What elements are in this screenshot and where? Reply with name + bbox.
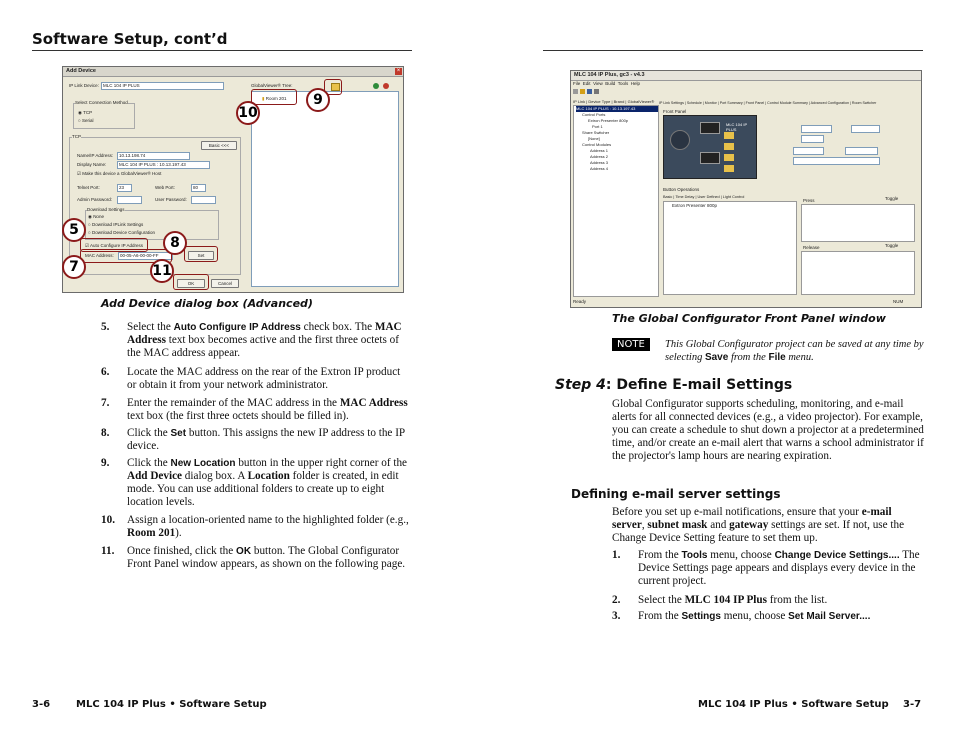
right-footer-title: MLC 104 IP Plus • Software Setup [698,699,889,710]
tree-root[interactable]: MLC 104 IP PLUS : 10.13.197.43 [576,106,658,112]
tree-node-room[interactable]: ▮ Room 201 [262,96,287,101]
front-panel-window [570,70,922,308]
basic-button[interactable]: Basic <<< [201,141,237,150]
right-figure-caption: The Global Configurator Front Panel window [612,312,886,325]
mac-address-field[interactable]: 00-05-A6-00-00-FF [118,252,173,260]
tab-ip-link-settings[interactable]: IP Link Settings [659,101,684,105]
tool-icon[interactable] [594,89,599,94]
display-name-label: Display Name: [77,162,107,167]
email-subheading: Defining e-mail server settings [571,487,781,501]
op-tab-light-control[interactable]: Light Control [722,195,745,199]
auto-configure-checkbox[interactable]: ☑ Auto Configure IP Address [85,243,143,248]
tree-share-switcher[interactable]: Share Switcher [582,130,610,135]
device-tree [573,105,659,297]
main-tabs: IP Link Settings | Schedule | Monitor | Port Summary | Front Panel | Control Module Summary | Advanced Configuration | Room Switcher [659,101,877,105]
toolbar [573,89,653,97]
tab-monitor[interactable]: Monitor [704,101,717,105]
op-tabs: Basic | Time Delay | User Defined | Light Control [663,195,745,199]
left-figure-caption: Add Device dialog box (Advanced) [101,297,313,310]
folder-icon: ▮ [262,96,265,101]
new-icon[interactable] [573,89,578,94]
tab-room-switcher[interactable]: Room Switcher [851,101,877,105]
left-page-heading: Software Setup, cont’d [32,30,228,48]
panel-model-label: MLC 104 IP PLUS [726,122,748,132]
make-host-checkbox[interactable]: ☑ Make this device a GlobalViewer® Host [77,171,162,176]
op-tab-basic[interactable]: Basic [663,195,673,199]
note-text: This Global Configurator project can be saved at any time by selecting Save from the File menu. [665,339,924,363]
serial-radio[interactable]: ○ Serial [78,118,94,123]
step4-paragraph: Global Configurator supports scheduling, monitoring, and e-mail alerts for all connected devices (e.g., a video projector). For example, you can create a schedule to shut down a projector at a predetermined time, and/or create an e-mail alert that warns a school administrator if the projector's lamp hours are nearing expiration. [612,398,924,462]
telnet-port-label: Telnet Port: [77,185,100,190]
tab-schedule[interactable]: Schedule [686,101,702,105]
user-pw-field[interactable] [191,196,216,204]
tab-control-module-summary[interactable]: Control Module Summary [767,101,808,105]
left-footer-page: 3-6 [32,699,51,710]
release-label: Release [803,245,820,250]
callout-9: 9 [306,88,330,112]
tab-advanced-configuration[interactable]: Advanced Configuration [810,101,849,105]
panel-field[interactable] [793,157,880,165]
close-icon[interactable]: × [396,68,401,74]
dialog-title: Add Device [63,67,403,77]
telnet-port-field[interactable]: 23 [117,184,132,192]
menu-view[interactable]: View [593,81,603,86]
menu-edit[interactable]: Edit [582,81,591,86]
menu-tools[interactable]: Tools [617,81,629,86]
tcp-radio[interactable]: ◉ TCP [78,110,93,115]
panel-button[interactable] [724,143,734,150]
download-device-radio[interactable]: ○ Download Device Configuration [88,230,156,235]
tree-presenter[interactable]: Extron Presenter 800p [588,118,629,123]
tab-port-summary[interactable]: Port Summary [719,101,743,105]
panel-field[interactable] [793,147,824,155]
panel-button[interactable] [724,132,734,139]
release-box[interactable] [801,251,915,295]
ok-button[interactable]: OK [177,279,205,288]
callout-11: 11 [150,259,174,283]
left-footer-title: MLC 104 IP Plus • Software Setup [76,699,267,710]
panel-knob-icon [670,130,690,150]
menu-bar [573,81,640,86]
menu-build[interactable]: Build [605,81,616,86]
tree-address-3[interactable]: Address 3 [590,160,609,165]
email-paragraph: Before you set up e-mail notifications, ensure that your e-mail server, subnet mask and gateway settings are set. If not, use the Change Device Setting feature to set them up. [612,506,905,544]
menu-help[interactable]: Help [630,81,640,86]
save-icon[interactable] [587,89,592,94]
panel-button[interactable] [724,154,734,161]
tab-ip-link[interactable]: IP Link [573,99,586,104]
user-pw-label: User Password: [155,197,187,202]
mac-label: MAC Address: [85,253,114,258]
op-tab-user-defined[interactable]: User Defined [697,195,720,199]
right-heading-rule [543,50,923,51]
admin-pw-label: Admin Password: [77,197,113,202]
none-radio[interactable]: ◉ None [88,214,104,219]
delete-icon[interactable] [383,83,389,89]
highlight-ok-button [173,274,209,290]
connection-method-group [73,103,135,129]
press-label: Press [803,198,815,203]
download-iplink-radio[interactable]: ○ Download IPLink Settings [88,222,144,227]
name-ip-label: Name/IP Address: [77,153,114,158]
front-panel-label: Front Panel [663,109,687,114]
web-port-field[interactable]: 80 [191,184,206,192]
tree-control-ports[interactable]: Control Ports [582,112,606,117]
right-footer-page: 3-7 [903,699,922,710]
admin-pw-field[interactable] [117,196,142,204]
name-ip-field[interactable]: 10.13.198.74 [117,152,190,160]
highlight-room-folder [251,89,297,105]
panel-field[interactable] [801,135,824,143]
tree-address-2[interactable]: Address 2 [590,154,609,159]
toggle-label-1: Toggle [885,196,899,201]
toggle-label-2: Toggle [885,243,899,248]
tree-address-4[interactable]: Address 4 [590,166,609,171]
ip-link-device-label: IP Link Device: [69,83,99,88]
download-settings-label: Download Settings [87,207,125,212]
op-list[interactable] [663,201,797,295]
web-port-label: Web Port: [155,185,175,190]
front-panel-graphic [663,115,757,179]
callout-10: 10 [236,101,260,125]
step4-heading: Step 4: Define E-mail Settings [555,377,793,393]
connection-method-label: Select Connection Method [75,100,128,105]
status-num: NUM [893,299,904,304]
op-tab-time-delay[interactable]: Time Delay [675,195,695,199]
tree-none[interactable]: [None] [588,136,600,141]
cancel-button[interactable]: Cancel [211,279,239,288]
panel-field[interactable] [851,125,880,133]
display-name-field[interactable]: MLC 104 IP PLUS : 10.13.197.43 [117,161,210,169]
tab-front-panel[interactable]: Front Panel [745,101,765,105]
set-button[interactable]: Set [188,251,214,260]
panel-button[interactable] [700,152,720,164]
menu-file[interactable]: File [573,81,581,86]
button-operations-label: Button Operations [663,187,700,192]
globalviewer-tree-label: GlobalViewer® Tree: [251,83,293,88]
highlight-set-button [184,246,218,262]
left-tabs: IP Link | Device Type | Brand | GlobalViewer® [573,99,655,104]
window-title: MLC 104 IP Plus, gc3 - v4.3 [571,71,921,81]
press-box[interactable] [801,204,915,242]
panel-field[interactable] [845,147,878,155]
tab-device-type[interactable]: Device Type [588,99,611,104]
tab-brand[interactable]: Brand [613,99,625,104]
tree-port-1[interactable]: Port 1 [592,124,603,129]
panel-field[interactable] [801,125,832,133]
tab-globalviewer[interactable]: GlobalViewer® [627,99,655,104]
panel-button[interactable] [724,165,734,172]
open-icon[interactable] [580,89,585,94]
ip-link-device-select[interactable]: MLC 104 IP PLUS [101,82,224,90]
refresh-icon[interactable] [373,83,379,89]
globalviewer-tree[interactable] [251,91,399,287]
callout-7: 7 [62,255,86,279]
callout-5: 5 [62,218,86,242]
panel-button[interactable] [700,122,720,134]
tree-control-modules[interactable]: Control Modules [582,142,612,147]
tree-address-1[interactable]: Address 1 [590,148,609,153]
callout-8: 8 [163,231,187,255]
note-badge: NOTE [612,338,650,351]
tcp-group-label: TCP [72,134,81,139]
status-ready: Ready [573,299,587,304]
left-heading-rule [32,50,412,51]
op-list-item[interactable]: Extron Presenter 800p [672,203,718,208]
